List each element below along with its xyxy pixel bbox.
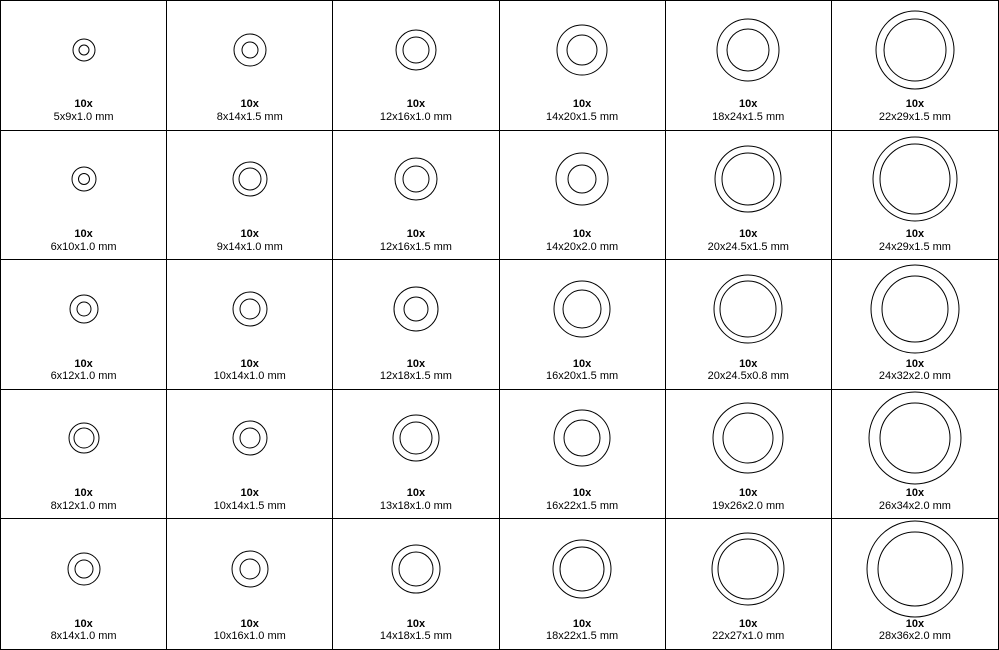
o-ring-labels bbox=[546, 358, 618, 389]
o-ring-cell bbox=[167, 131, 333, 261]
o-ring-quantity: 10x bbox=[406, 227, 426, 240]
o-ring-size: 22x27x1.0 mm bbox=[712, 630, 785, 643]
o-ring-illustration bbox=[1, 1, 166, 98]
o-ring-illustration bbox=[666, 131, 831, 228]
o-ring-icon bbox=[714, 16, 782, 84]
o-ring-illustration bbox=[832, 519, 998, 617]
o-ring-cell bbox=[333, 390, 499, 520]
o-ring-quantity: 10x bbox=[240, 98, 259, 111]
o-ring-icon bbox=[391, 284, 441, 334]
o-ring-labels bbox=[708, 358, 789, 389]
o-ring-illustration bbox=[333, 260, 498, 357]
o-ring-cell bbox=[333, 260, 499, 390]
o-ring-cell bbox=[333, 519, 499, 649]
o-ring-quantity: 10x bbox=[240, 487, 259, 500]
o-ring-size: 24x32x2.0 mm bbox=[878, 370, 951, 383]
o-ring-labels bbox=[51, 228, 117, 259]
o-ring-cell bbox=[832, 390, 998, 520]
o-ring-cell bbox=[500, 390, 666, 520]
o-ring-size: 12x16x1.5 mm bbox=[379, 240, 452, 253]
o-ring-icon bbox=[230, 418, 270, 458]
o-ring-size: 10x14x1.0 mm bbox=[213, 370, 286, 383]
o-ring-illustration bbox=[1, 519, 166, 617]
o-ring-icon bbox=[390, 412, 442, 464]
o-ring-size: 18x22x1.5 mm bbox=[546, 630, 619, 643]
o-ring-illustration bbox=[832, 1, 998, 98]
o-ring-labels bbox=[214, 358, 286, 389]
o-ring-illustration bbox=[500, 390, 665, 487]
o-ring-illustration bbox=[167, 131, 332, 228]
o-ring-size: 9x14x1.0 mm bbox=[216, 240, 283, 253]
o-ring-size: 12x16x1.0 mm bbox=[379, 110, 452, 123]
o-ring-icon bbox=[712, 143, 784, 215]
o-ring-cell bbox=[1, 519, 167, 649]
o-ring-quantity: 10x bbox=[240, 617, 259, 630]
o-ring-cell bbox=[167, 1, 333, 131]
o-ring-illustration bbox=[832, 260, 998, 357]
o-ring-size: 26x34x2.0 mm bbox=[878, 499, 951, 512]
o-ring-labels bbox=[708, 228, 789, 259]
o-ring-quantity: 10x bbox=[74, 227, 93, 240]
o-ring-labels bbox=[712, 487, 784, 518]
o-ring-cell bbox=[167, 260, 333, 390]
o-ring-quantity: 10x bbox=[739, 357, 758, 370]
o-ring-size: 12x18x1.5 mm bbox=[379, 370, 452, 383]
o-ring-quantity: 10x bbox=[74, 487, 93, 500]
o-ring-illustration bbox=[167, 390, 332, 487]
o-ring-icon bbox=[553, 150, 611, 208]
o-ring-size: 16x20x1.5 mm bbox=[546, 370, 619, 383]
o-ring-icon bbox=[393, 27, 439, 73]
o-ring-illustration bbox=[666, 1, 831, 98]
o-ring-size: 19x26x2.0 mm bbox=[712, 499, 785, 512]
o-ring-quantity: 10x bbox=[739, 98, 758, 111]
o-ring-illustration bbox=[832, 390, 998, 487]
o-ring-illustration bbox=[500, 1, 665, 98]
o-ring-illustration bbox=[666, 519, 831, 617]
o-ring-size: 8x14x1.5 mm bbox=[216, 110, 283, 123]
o-ring-size: 14x20x1.5 mm bbox=[546, 110, 619, 123]
o-ring-cell bbox=[666, 1, 832, 131]
o-ring-size: 13x18x1.0 mm bbox=[379, 499, 452, 512]
o-ring-labels bbox=[546, 98, 618, 129]
o-ring-icon bbox=[870, 134, 960, 224]
o-ring-quantity: 10x bbox=[739, 617, 758, 630]
o-ring-labels bbox=[712, 98, 784, 129]
o-ring-illustration bbox=[167, 260, 332, 357]
o-ring-cell bbox=[500, 131, 666, 261]
o-ring-illustration bbox=[333, 519, 498, 617]
o-ring-labels bbox=[51, 358, 117, 389]
o-ring-illustration bbox=[167, 1, 332, 98]
o-ring-labels bbox=[546, 228, 618, 259]
o-ring-labels bbox=[214, 618, 286, 649]
o-ring-size: 10x14x1.5 mm bbox=[213, 499, 286, 512]
o-ring-cell bbox=[666, 131, 832, 261]
o-ring-quantity: 10x bbox=[572, 98, 592, 111]
o-ring-quantity: 10x bbox=[74, 98, 93, 111]
o-ring-cell bbox=[167, 390, 333, 520]
o-ring-icon bbox=[551, 278, 613, 340]
o-ring-icon bbox=[65, 550, 103, 588]
o-ring-labels bbox=[217, 98, 283, 129]
o-ring-size: 8x12x1.0 mm bbox=[50, 499, 117, 512]
o-ring-quantity: 10x bbox=[406, 98, 426, 111]
o-ring-cell bbox=[500, 260, 666, 390]
o-ring-size: 8x14x1.0 mm bbox=[50, 630, 117, 643]
o-ring-illustration bbox=[1, 131, 166, 228]
o-ring-cell bbox=[666, 390, 832, 520]
o-ring-size: 14x18x1.5 mm bbox=[379, 630, 452, 643]
o-ring-icon bbox=[709, 530, 787, 608]
o-ring-icon bbox=[66, 420, 102, 456]
o-ring-cell bbox=[832, 131, 998, 261]
o-ring-labels bbox=[879, 98, 951, 129]
o-ring-labels bbox=[217, 228, 283, 259]
o-ring-labels bbox=[51, 618, 117, 649]
o-ring-icon bbox=[392, 155, 440, 203]
o-ring-quantity: 10x bbox=[572, 487, 592, 500]
o-ring-labels bbox=[712, 618, 784, 649]
o-ring-icon bbox=[67, 292, 101, 326]
o-ring-quantity: 10x bbox=[572, 227, 592, 240]
o-ring-labels bbox=[380, 358, 452, 389]
o-ring-cell bbox=[500, 519, 666, 649]
o-ring-icon bbox=[711, 272, 785, 346]
o-ring-quantity: 10x bbox=[406, 357, 426, 370]
o-ring-quantity: 10x bbox=[406, 487, 426, 500]
o-ring-quantity: 10x bbox=[905, 98, 925, 111]
o-ring-labels bbox=[214, 487, 286, 518]
o-ring-size: 6x10x1.0 mm bbox=[50, 240, 117, 253]
o-ring-illustration bbox=[167, 519, 332, 617]
o-ring-size: 16x22x1.5 mm bbox=[546, 499, 619, 512]
o-ring-icon bbox=[864, 519, 966, 619]
o-ring-labels bbox=[879, 228, 951, 259]
o-ring-labels bbox=[380, 98, 452, 129]
o-ring-illustration bbox=[333, 390, 498, 487]
o-ring-quantity: 10x bbox=[905, 617, 925, 630]
o-ring-icon bbox=[231, 31, 269, 69]
o-ring-quantity: 10x bbox=[240, 357, 259, 370]
o-ring-cell bbox=[1, 390, 167, 520]
o-ring-illustration bbox=[1, 260, 166, 357]
o-ring-icon bbox=[551, 407, 613, 469]
o-ring-quantity: 10x bbox=[572, 357, 592, 370]
o-ring-illustration bbox=[832, 131, 998, 228]
o-ring-icon bbox=[554, 22, 610, 78]
o-ring-size: 5x9x1.0 mm bbox=[53, 110, 114, 123]
o-ring-cell bbox=[500, 1, 666, 131]
o-ring-illustration bbox=[1, 390, 166, 487]
o-ring-cell bbox=[832, 260, 998, 390]
o-ring-icon bbox=[229, 548, 271, 590]
o-ring-cell bbox=[832, 1, 998, 131]
o-ring-quantity: 10x bbox=[905, 487, 925, 500]
o-ring-cell bbox=[333, 1, 499, 131]
o-ring-icon bbox=[389, 542, 443, 596]
o-ring-cell bbox=[1, 260, 167, 390]
o-ring-size: 6x12x1.0 mm bbox=[50, 370, 117, 383]
o-ring-size: 10x16x1.0 mm bbox=[213, 630, 286, 643]
o-ring-cell bbox=[832, 519, 998, 649]
o-ring-grid bbox=[1, 1, 998, 649]
o-ring-cell bbox=[333, 131, 499, 261]
o-ring-size: 22x29x1.5 mm bbox=[878, 110, 951, 123]
o-ring-labels bbox=[380, 618, 452, 649]
o-ring-quantity: 10x bbox=[240, 227, 259, 240]
o-ring-quantity: 10x bbox=[905, 227, 925, 240]
o-ring-icon bbox=[550, 537, 614, 601]
o-ring-illustration bbox=[500, 260, 665, 357]
o-ring-cell bbox=[167, 519, 333, 649]
o-ring-icon bbox=[69, 164, 99, 194]
o-ring-cell bbox=[666, 260, 832, 390]
o-ring-cell bbox=[1, 1, 167, 131]
o-ring-labels bbox=[380, 228, 452, 259]
o-ring-cell bbox=[1, 131, 167, 261]
o-ring-labels bbox=[879, 358, 951, 389]
o-ring-quantity: 10x bbox=[739, 487, 758, 500]
o-ring-icon bbox=[710, 400, 786, 476]
o-ring-size: 20x24.5x0.8 mm bbox=[707, 370, 789, 383]
o-ring-icon bbox=[230, 289, 270, 329]
o-ring-quantity: 10x bbox=[572, 617, 592, 630]
o-ring-illustration bbox=[333, 1, 498, 98]
o-ring-size: 28x36x2.0 mm bbox=[878, 630, 951, 643]
o-ring-icon bbox=[70, 36, 98, 64]
o-ring-quantity: 10x bbox=[74, 617, 93, 630]
o-ring-size: 18x24x1.5 mm bbox=[712, 110, 785, 123]
o-ring-icon bbox=[868, 262, 962, 356]
o-ring-labels bbox=[879, 487, 951, 518]
o-ring-illustration bbox=[500, 519, 665, 617]
o-ring-illustration bbox=[666, 390, 831, 487]
o-ring-icon bbox=[230, 159, 270, 199]
o-ring-labels bbox=[54, 98, 114, 129]
o-ring-illustration bbox=[666, 260, 831, 357]
o-ring-labels bbox=[546, 487, 618, 518]
o-ring-quantity: 10x bbox=[739, 227, 758, 240]
o-ring-quantity: 10x bbox=[74, 357, 93, 370]
o-ring-labels bbox=[51, 487, 117, 518]
o-ring-icon bbox=[866, 390, 964, 488]
o-ring-labels bbox=[546, 618, 618, 649]
o-ring-labels bbox=[380, 487, 452, 518]
o-ring-illustration bbox=[500, 131, 665, 228]
o-ring-labels bbox=[879, 618, 951, 649]
o-ring-quantity: 10x bbox=[406, 617, 426, 630]
o-ring-illustration bbox=[333, 131, 498, 228]
o-ring-size: 20x24.5x1.5 mm bbox=[707, 240, 789, 253]
o-ring-size: 14x20x2.0 mm bbox=[546, 240, 619, 253]
o-ring-icon bbox=[873, 8, 957, 92]
o-ring-size: 24x29x1.5 mm bbox=[878, 240, 951, 253]
o-ring-quantity: 10x bbox=[905, 357, 925, 370]
o-ring-cell bbox=[666, 519, 832, 649]
